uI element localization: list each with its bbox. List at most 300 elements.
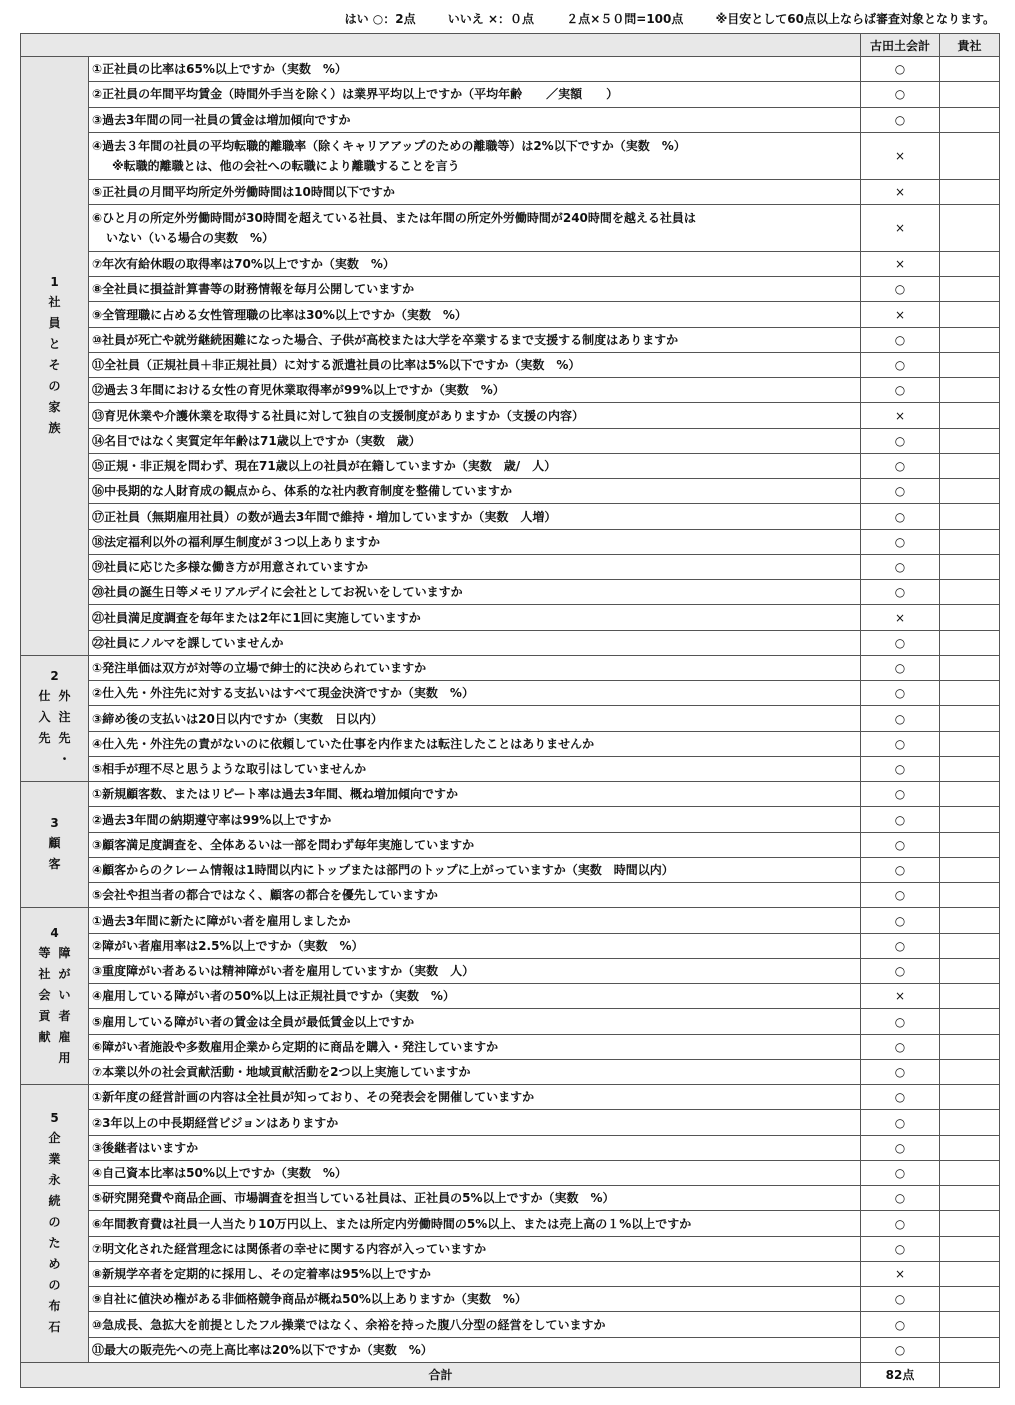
company-answer: ○ [861,1312,940,1337]
question-text: ②仕入先・外注先に対する支払いはすべて現金決済ですか（実数 %） [92,686,474,701]
question-cell [89,706,861,731]
question-text: ②障がい者雇用率は2.5%以上ですか（実数 %） [92,938,364,953]
category-name-char: 員 [48,315,61,330]
question-cell [89,782,861,807]
question-cell [89,1261,861,1286]
question-row [21,251,1000,276]
question-row [21,1287,1000,1312]
question-text: ⑤相手が理不尽と思うような取引はしていませんか [92,762,367,777]
question-cell [89,1211,861,1236]
question-cell [89,378,861,403]
question-row [21,1085,1000,1110]
company-answer: ○ [861,1160,940,1185]
question-text: ③過去3年間の同一社員の賃金は増加傾向ですか [92,112,351,127]
question-text: ⑩急成長、急拡大を前提としたフル操業ではなく、余裕を持った腹八分型の経営をしていますか [92,1317,606,1332]
category-name-char: の [48,378,61,393]
question-text: ①過去3年間に新たに障がい者を雇用しましたか [92,913,351,928]
category-name-char: 等 [38,945,51,960]
question-row [21,1135,1000,1160]
category-name-char: 雇 [58,1029,71,1044]
question-text: ⑦明文化された経営理念には関係者の幸せに関する内容が入っていますか [92,1241,487,1256]
question-cell [89,504,861,529]
your-answer-cell[interactable] [940,630,1000,655]
company-answer: ○ [861,327,940,352]
your-answer-cell[interactable] [940,908,1000,933]
category-name-char: 会 [38,987,51,1002]
question-text: ⑧新規学卒者を定期的に採用し、その定着率は95%以上ですか [92,1267,431,1282]
category-name-char: 先 [38,730,51,745]
company-answer: × [861,179,940,204]
total-score: 82点 [861,1362,940,1387]
company-answer: ○ [861,479,940,504]
company-answer: ○ [861,1059,940,1084]
total-row [21,1362,1000,1387]
category-name-char: 貢 [38,1008,51,1023]
your-answer-cell[interactable] [940,782,1000,807]
your-answer-cell[interactable] [940,1135,1000,1160]
question-row [21,630,1000,655]
category-name-char: 注 [58,709,71,724]
question-text: ⑯中長期的な人財育成の観点から、体系的な社内教育制度を整備していますか [92,484,513,499]
your-answer-cell[interactable] [940,132,1000,179]
category-name-column [38,943,50,1048]
question-text: ①発注単価は双方が対等の立場で紳士的に決められていますか [92,661,427,676]
total-label: 合計 [21,1362,861,1387]
question-cell [89,327,861,352]
no-rule: いいえ ×：０点 [447,12,535,26]
your-answer-cell[interactable] [940,984,1000,1009]
category-name-char: 社 [38,966,51,981]
question-cell [89,1287,861,1312]
question-row [21,57,1000,82]
company-answer: ○ [861,57,940,82]
question-text: ①正社員の比率は65%以上ですか（実数 %） [92,62,347,77]
category-name-char: 者 [58,1008,71,1023]
question-text: ④過去３年間の社員の平均転職的離職率（除くキャリアアップのための離職等）は2%以下ですか（実数 %） [92,138,686,153]
category-name-char: 業 [48,1151,61,1166]
question-row [21,327,1000,352]
question-row [21,529,1000,554]
your-answer-cell[interactable] [940,1059,1000,1084]
question-row [21,580,1000,605]
question-cell [89,1034,861,1059]
your-answer-cell[interactable] [940,529,1000,554]
category-name-char: 用 [58,1050,71,1065]
your-answer-cell[interactable] [940,857,1000,882]
question-row [21,1059,1000,1084]
your-answer-cell[interactable] [940,107,1000,132]
checklist-body [21,34,1000,1388]
question-row [21,204,1000,251]
category-number: 4 [50,925,59,940]
question-text: ⑦年次有給休暇の取得率は70%以上ですか（実数 %） [92,257,395,272]
your-answer-cell[interactable] [940,832,1000,857]
company-answer: ○ [861,857,940,882]
company-answer: × [861,132,940,179]
question-row [21,479,1000,504]
question-cell [89,681,861,706]
category-name-char: 献 [38,1029,51,1044]
question-row [21,453,1000,478]
question-text: ⑦本業以外の社会貢献活動・地域貢献活動を2つ以上実施していますか [92,1065,471,1080]
company-column-header: 古田土会計 [861,34,940,57]
company-answer: × [861,302,940,327]
your-answer-cell[interactable] [940,580,1000,605]
question-text: ⑨全管理職に占める女性管理職の比率は30%以上ですか（実数 %） [92,307,467,322]
category-name [38,943,70,1069]
category-name-char: と [48,336,61,351]
question-text: ③締め後の支払いは20日以内ですか（実数 日以内） [92,711,383,726]
company-answer: ○ [861,277,940,302]
company-answer: ○ [861,554,940,579]
your-answer-cell[interactable] [940,1211,1000,1236]
yours-column-header: 貴社 [940,34,1000,57]
question-row [21,1312,1000,1337]
question-text: ④自己資本比率は50%以上ですか（実数 %） [92,1166,347,1181]
question-row [21,756,1000,781]
your-answer-cell[interactable] [940,807,1000,832]
your-total-cell[interactable] [940,1362,1000,1387]
question-text: ②3年以上の中長期経営ビジョンはありますか [92,1115,339,1130]
company-answer: ○ [861,1186,940,1211]
company-answer: ○ [861,1009,940,1034]
score-formula: ２点×５０問=100点 [566,12,684,26]
your-answer-cell[interactable] [940,378,1000,403]
your-answer-cell[interactable] [940,179,1000,204]
company-answer: ○ [861,706,940,731]
your-answer-cell[interactable] [940,1034,1000,1059]
question-cell [89,479,861,504]
question-row [21,857,1000,882]
company-answer: ○ [861,1211,940,1236]
question-cell [89,984,861,1009]
question-cell [89,529,861,554]
question-text: ⑤雇用している障がい者の賃金は全員が最低賃金以上ですか [92,1014,415,1029]
header-row [21,34,1000,57]
your-answer-cell[interactable] [940,302,1000,327]
category-name-char: 先 [58,730,71,745]
company-answer: ○ [861,1110,940,1135]
question-text: ⑪全社員（正規社員＋非正規社員）に対する派遣社員の比率は5%以下ですか（実数 %） [92,358,581,373]
category-name-char: 仕 [38,688,51,703]
your-answer-cell[interactable] [940,479,1000,504]
question-row [21,352,1000,377]
company-answer: ○ [861,655,940,680]
question-text-continued: いない（いる場合の実数 %） [106,230,275,245]
question-cell [89,1312,861,1337]
company-answer: ○ [861,378,940,403]
category-number: 2 [50,669,59,684]
category-name-char: 企 [48,1130,61,1145]
question-row [21,655,1000,680]
your-answer-cell[interactable] [940,883,1000,908]
question-row [21,179,1000,204]
question-text: ⑥年間教育費は社員一人当たり10万円以上、または所定内労働時間の5%以上、または売上高の１%以上ですか [92,1216,692,1231]
category-name-column [48,1128,60,1338]
company-answer: ○ [861,580,940,605]
question-text: ④顧客からのクレーム情報は1時間以内にトップまたは部門のトップに上がっていますか（実数 時間以内） [92,863,674,878]
question-cell [89,655,861,680]
company-answer: ○ [861,107,940,132]
question-text: ③顧客満足度調査を、全体あるいは一部を問わず毎年実施していますか [92,837,475,852]
category-cell [21,655,89,781]
question-row [21,1211,1000,1236]
company-answer: ○ [861,529,940,554]
category-name-column [59,943,71,1069]
question-cell [89,605,861,630]
company-answer: ○ [861,681,940,706]
question-row [21,428,1000,453]
company-answer: ○ [861,1287,940,1312]
question-text: ㉒社員にノルマを課していませんか [92,635,284,650]
category-cell [21,908,89,1085]
question-text: ④仕入先・外注先の責がないのに依頼していた仕事を内作または転注したことはありませんか [92,736,595,751]
header-blank-cell [21,34,861,57]
category-name [48,833,60,875]
company-answer: ○ [861,504,940,529]
question-cell [89,580,861,605]
your-answer-cell[interactable] [940,1287,1000,1312]
category-name-char: 社 [48,294,61,309]
question-row [21,277,1000,302]
category-name-column [38,686,50,749]
question-cell [89,908,861,933]
your-answer-cell[interactable] [940,655,1000,680]
question-row [21,807,1000,832]
company-answer: ○ [861,908,940,933]
company-answer: ○ [861,630,940,655]
question-cell [89,352,861,377]
question-cell [89,1236,861,1261]
question-row [21,1236,1000,1261]
question-text: ⑳社員の誕生日等メモリアルデイに会社としてお祝いをしていますか [92,585,463,600]
question-cell [89,204,861,251]
question-cell [89,82,861,107]
your-answer-cell[interactable] [940,453,1000,478]
category-name-char: 続 [48,1193,61,1208]
category-name-column [59,686,71,770]
question-cell [89,958,861,983]
question-cell [89,179,861,204]
category-name-char: 家 [48,399,61,414]
question-cell [89,1337,861,1362]
your-answer-cell[interactable] [940,1337,1000,1362]
threshold-note: ※目安として60点以上ならば審査対象となります。 [715,12,995,26]
your-answer-cell[interactable] [940,933,1000,958]
company-answer: ○ [861,1034,940,1059]
question-row [21,731,1000,756]
your-answer-cell[interactable] [940,403,1000,428]
question-row [21,107,1000,132]
your-answer-cell[interactable] [940,958,1000,983]
your-answer-cell[interactable] [940,57,1000,82]
question-cell [89,832,861,857]
your-answer-cell[interactable] [940,82,1000,107]
company-answer: ○ [861,883,940,908]
category-name-char: の [48,1277,61,1292]
question-row [21,1009,1000,1034]
your-answer-cell[interactable] [940,1261,1000,1286]
question-cell [89,731,861,756]
question-text: ⑰正社員（無期雇用社員）の数が過去3年間で維持・増加していますか（実数 人増） [92,509,557,524]
category-name-char: 入 [38,709,51,724]
your-answer-cell[interactable] [940,1236,1000,1261]
question-text: ①新年度の経営計画の内容は全社員が知っており、その発表会を開催していますか [92,1090,535,1105]
question-text: ⑨自社に値決め権がある非価格競争商品が概ね50%以上ありますか（実数 %） [92,1292,527,1307]
category-name-char: そ [48,357,61,372]
your-answer-cell[interactable] [940,1160,1000,1185]
question-text: ④雇用している障がい者の50%以上は正規社員ですか（実数 %） [92,989,455,1004]
question-cell [89,933,861,958]
your-answer-cell[interactable] [940,706,1000,731]
question-text: ⑥ひと月の所定外労働時間が30時間を超えている社員、または年間の所定外労働時間が240時間を越える社員は [92,210,696,225]
question-text: ③重度障がい者あるいは精神障がい者を雇用していますか（実数 人） [92,964,475,979]
question-row [21,1186,1000,1211]
company-answer: ○ [861,958,940,983]
question-text: ③後継者はいますか [92,1140,199,1155]
question-row [21,883,1000,908]
category-name-char: 族 [48,420,61,435]
scoring-rules [20,10,995,27]
company-answer: × [861,984,940,1009]
category-number: 1 [50,275,59,290]
company-answer: ○ [861,1236,940,1261]
question-text: ①新規顧客数、またはリピート率は過去3年間、概ね増加傾向ですか [92,787,459,802]
your-answer-cell[interactable] [940,681,1000,706]
question-row [21,82,1000,107]
question-row [21,908,1000,933]
question-text: ⑭名目ではなく実質定年年齢は71歳以上ですか（実数 歳） [92,433,421,448]
question-cell [89,1186,861,1211]
question-text: ⑲社員に応じた多様な働き方が用意されていますか [92,560,369,575]
question-cell [89,1059,861,1084]
question-cell [89,1160,861,1185]
question-text: ⑤会社や担当者の都合ではなく、顧客の都合を優先していますか [92,888,438,903]
company-answer: ○ [861,933,940,958]
category-name-char: た [48,1235,61,1250]
your-answer-cell[interactable] [940,731,1000,756]
category-name-char: 顧 [48,836,61,851]
question-cell [89,857,861,882]
question-text: ⑥障がい者施設や多数雇用企業から定期的に商品を購入・発注していますか [92,1039,499,1054]
your-answer-cell[interactable] [940,1009,1000,1034]
question-text: ⑮正規・非正規を問わず、現在71歳以上の社員が在籍していますか（実数 歳/ 人） [92,459,557,474]
question-text-continued: ※転職的離職とは、他の会社への転職により離職することを言う [112,158,460,173]
question-row [21,403,1000,428]
category-name-char: 外 [58,688,71,703]
category-name-char: 障 [58,945,71,960]
your-answer-cell[interactable] [940,1085,1000,1110]
your-answer-cell[interactable] [940,428,1000,453]
question-cell [89,1110,861,1135]
category-name [48,1128,60,1338]
your-answer-cell[interactable] [940,277,1000,302]
question-row [21,706,1000,731]
yes-rule: はい ○：2点 [344,12,416,26]
company-answer: ○ [861,82,940,107]
question-row [21,1034,1000,1059]
question-cell [89,302,861,327]
question-row [21,958,1000,983]
your-answer-cell[interactable] [940,605,1000,630]
category-number: 3 [50,816,59,831]
question-row [21,1337,1000,1362]
your-answer-cell[interactable] [940,1186,1000,1211]
your-answer-cell[interactable] [940,1312,1000,1337]
question-row [21,832,1000,857]
category-name [48,292,60,439]
your-answer-cell[interactable] [940,1110,1000,1135]
question-row [21,605,1000,630]
question-text: ⑬育児休業や介護休業を取得する社員に対して独自の支援制度がありますか（支援の内容） [92,408,585,423]
question-text: ⑤正社員の月間平均所定外労働時間は10時間以下ですか [92,184,395,199]
question-row [21,378,1000,403]
category-name-char: が [58,966,71,981]
question-cell [89,554,861,579]
your-answer-cell[interactable] [940,554,1000,579]
category-name-column [48,292,60,439]
question-text: ⑧全社員に損益計算書等の財務情報を毎月公開していますか [92,282,415,297]
question-row [21,132,1000,179]
your-answer-cell[interactable] [940,504,1000,529]
question-row [21,782,1000,807]
company-answer: × [861,403,940,428]
category-name [38,686,70,770]
category-name-column [48,833,60,875]
category-cell [21,57,89,656]
question-cell [89,403,861,428]
category-name-char: 布 [48,1298,61,1313]
company-answer: ○ [861,453,940,478]
category-cell [21,782,89,908]
category-name-char: い [58,987,71,1002]
question-text: ⑩社員が死亡や就労継続困難になった場合、子供が高校または大学を卒業するまで支援する制度はありますか [92,332,679,347]
category-name-char: 石 [48,1319,61,1334]
your-answer-cell[interactable] [940,327,1000,352]
company-answer: × [861,1261,940,1286]
question-row [21,1261,1000,1286]
question-row [21,302,1000,327]
category-name-char: の [48,1214,61,1229]
company-answer: × [861,605,940,630]
company-answer: ○ [861,1085,940,1110]
your-answer-cell[interactable] [940,251,1000,276]
company-answer: ○ [861,731,940,756]
question-text: ⑱法定福利以外の福利厚生制度が３つ以上ありますか [92,534,381,549]
category-number: 5 [50,1111,59,1126]
your-answer-cell[interactable] [940,352,1000,377]
question-cell [89,251,861,276]
question-text: ㉑社員満足度調査を毎年または2年に1回に実施していますか [92,610,421,625]
company-answer: × [861,251,940,276]
question-text: ②正社員の年間平均賃金（時間外手当を除く）は業界平均以上ですか（平均年齢 ／実額 ） [92,87,619,102]
category-name-char: め [48,1256,61,1271]
question-cell [89,630,861,655]
category-name-char: 客 [48,857,61,872]
category-name-char: 永 [48,1172,61,1187]
question-row [21,554,1000,579]
company-answer: ○ [861,782,940,807]
category-name-char: ・ [58,751,71,766]
question-cell [89,1085,861,1110]
company-answer: × [861,204,940,251]
your-answer-cell[interactable] [940,204,1000,251]
company-answer: ○ [861,1337,940,1362]
question-row [21,681,1000,706]
your-answer-cell[interactable] [940,756,1000,781]
company-answer: ○ [861,756,940,781]
question-row [21,1160,1000,1185]
